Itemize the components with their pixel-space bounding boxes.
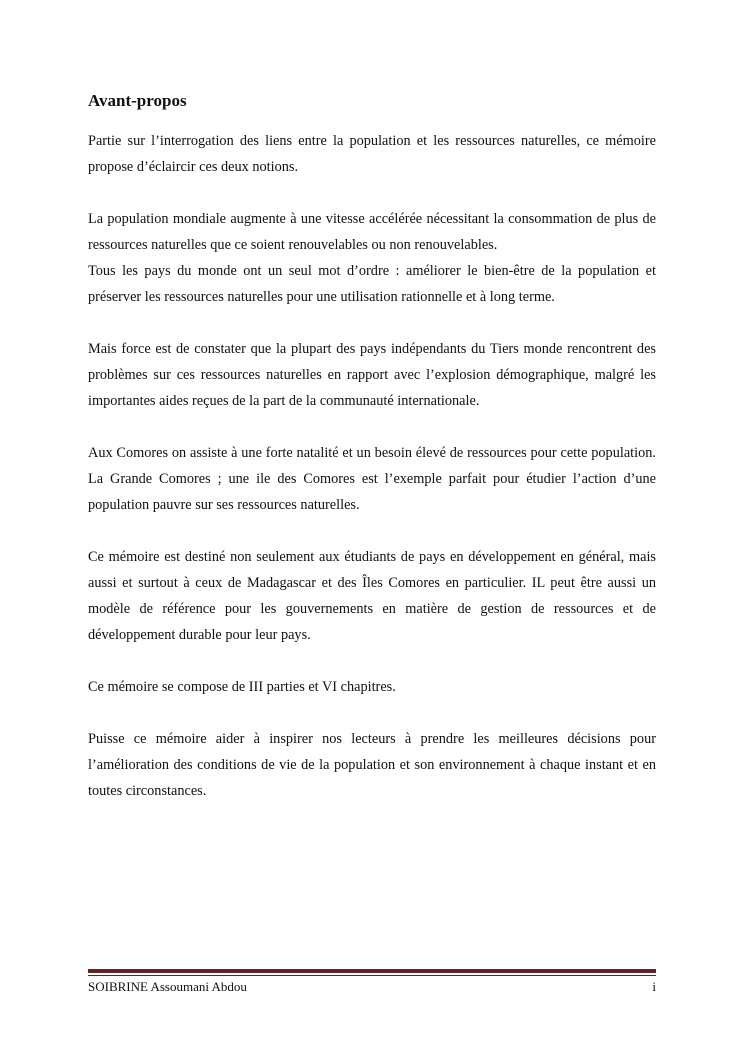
footer-author: SOIBRINE Assoumani Abdou bbox=[88, 979, 247, 994]
paragraph: La population mondiale augmente à une vitesse accélérée nécessitant la consommation de plus de ressources naturelles que ce soient renouvelables ou non renouvelables. bbox=[88, 211, 656, 253]
page-body bbox=[88, 88, 656, 830]
paragraph: Tous les pays du monde ont un seul mot d’ordre : améliorer le bien-être de la population et préserver les ressources naturelles pour une utilisation rationnelle et à long terme. bbox=[88, 263, 656, 305]
paragraph: Puisse ce mémoire aider à inspirer nos lecteurs à prendre les meilleures décisions pour l’amélioration des conditions de vie de la population et son environnement à chaque instant et en toutes circonstances. bbox=[88, 731, 656, 799]
page-footer bbox=[88, 978, 656, 996]
footer-rule-thick bbox=[88, 969, 656, 973]
paragraph: Aux Comores on assiste à une forte natalité et un besoin élevé de ressources pour cette population. La Grande Comores ; une ile des Comores est l’exemple parfait pour étudier l’action d’une population pauvre sur ses ressources naturelles. bbox=[88, 445, 656, 513]
paragraph: Ce mémoire se compose de III parties et VI chapitres. bbox=[88, 679, 396, 695]
page-number: i bbox=[652, 979, 656, 994]
section-heading: Avant-propos bbox=[88, 91, 187, 110]
footer-rule-thin bbox=[88, 975, 656, 976]
paragraph: Mais force est de constater que la plupart des pays indépendants du Tiers monde rencontrent des problèmes sur ces ressources naturelles en rapport avec l’explosion démographique, malgré les importantes aides reçues de la part de la communauté internationale. bbox=[88, 341, 656, 409]
paragraph: Partie sur l’interrogation des liens entre la population et les ressources naturelles, ce mémoire propose d’éclaircir ces deux notions. bbox=[88, 133, 656, 175]
paragraph: Ce mémoire est destiné non seulement aux étudiants de pays en développement en général, mais aussi et surtout à ceux de Madagascar et des Îles Comores en particulier. IL peut être aussi un modèle de référence pour les gouvernements en matière de gestion de ressources et de développement durable pour leur pays. bbox=[88, 549, 656, 643]
